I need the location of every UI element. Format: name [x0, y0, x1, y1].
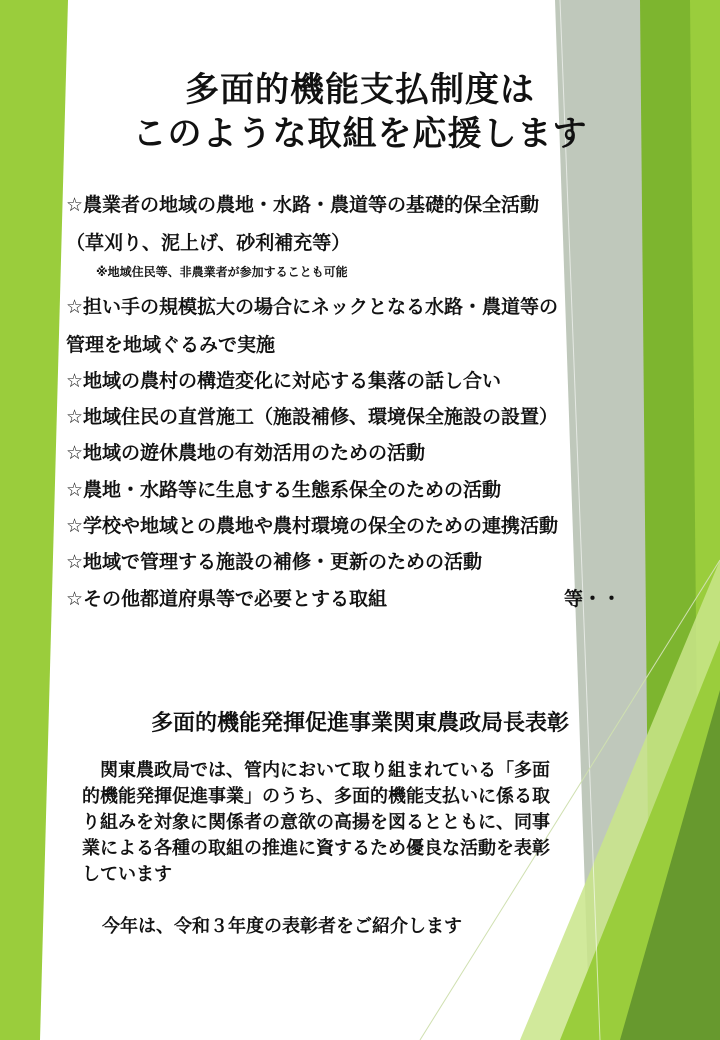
activity-item: ☆地域住民の直営施工（施設補修、環境保全施設の設置） [66, 406, 559, 428]
activity-item: ☆地域の遊休農地の有効活用のための活動 [66, 442, 426, 464]
activity-item: ☆学校や地域との農地や農村環境の保全のための連携活動 [66, 515, 559, 537]
paragraph-line: 業による各種の取組の推進に資するため優良な活動を表彰 [82, 838, 550, 859]
activity-item: ☆農地・水路等に生息する生態系保全のための活動 [66, 479, 502, 501]
paragraph-line: り組みを対象に関係者の意欲の高揚を図るとともに、同事 [82, 812, 550, 833]
activity-item: ☆担い手の規模拡大の場合にネックとなる水路・農道等の [66, 296, 559, 318]
section-title: 多面的機能発揮促進事業関東農政局長表彰 [150, 711, 569, 736]
intro-text: 今年は、令和３年度の表彰者をご紹介します [102, 916, 462, 937]
activity-item: ☆地域で管理する施設の補修・更新のための活動 [66, 551, 483, 573]
paragraph-line: しています [82, 864, 172, 885]
activity-item: 管理を地域ぐるみで実施 [66, 334, 276, 356]
paragraph-line: 関東農政局では、管内において取り組まれている「多面 [82, 760, 550, 781]
participation-note: ※地域住民等、非農業者が参加することも可能 [96, 265, 348, 279]
etc-label: 等・・ [564, 588, 622, 610]
activity-item: ☆地域の農村の構造変化に対応する集落の話し合い [66, 370, 502, 392]
main-title-line-1: 多面的機能支払制度は [185, 70, 535, 110]
activity-item: ☆その他都道府県等で必要とする取組 [66, 588, 388, 610]
paragraph-line: 的機能発揮促進事業」のうち、多面的機能支払いに係る取 [82, 786, 550, 807]
activity-item: ☆農業者の地域の農地・水路・農道等の基礎的保全活動 [66, 194, 540, 216]
description-paragraph [82, 758, 642, 888]
activity-item: （草刈り、泥上げ、砂利補充等） [66, 232, 351, 254]
main-title-line-2: このような取組を応援します [132, 114, 588, 154]
